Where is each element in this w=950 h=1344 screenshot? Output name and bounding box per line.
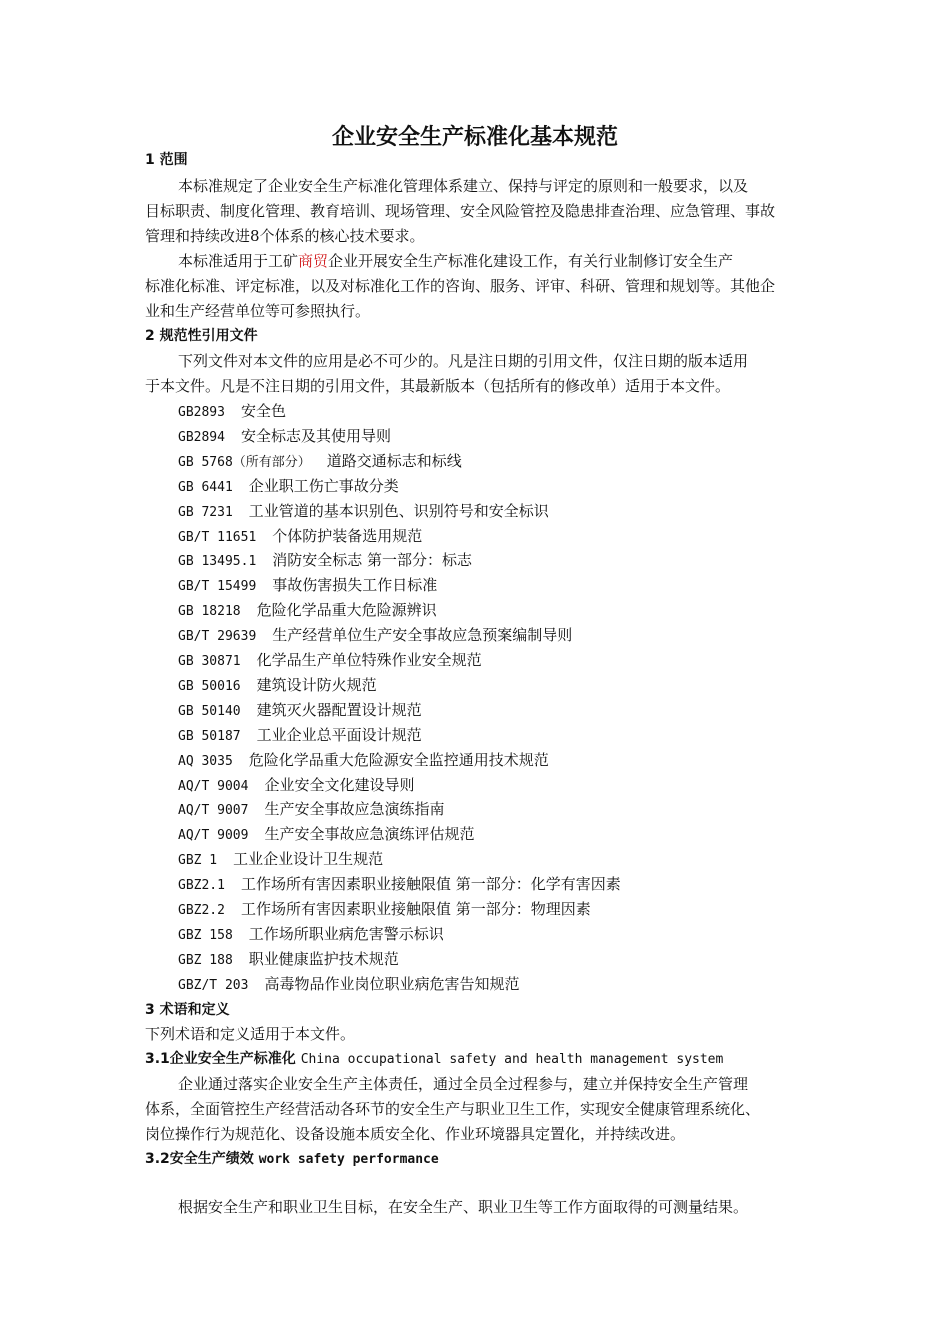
paragraph-line: 下列文件对本文件的应用是必不可少的。凡是注日期的引用文件，仅注日期的版本适用 bbox=[178, 352, 749, 370]
reference-item bbox=[178, 499, 549, 525]
document-title: 企业安全生产标准化基本规范 bbox=[331, 125, 618, 150]
reference-item bbox=[178, 723, 422, 749]
reference-item bbox=[178, 822, 474, 848]
reference-title: 企业安全文化建设导则 bbox=[264, 775, 415, 794]
paragraph-line: 业和生产经营单位等可参照执行。 bbox=[145, 302, 371, 320]
reference-title: 安全色 bbox=[240, 402, 286, 420]
reference-code: AQ/T 9007 bbox=[178, 803, 249, 819]
reference-item bbox=[178, 573, 437, 599]
paragraph-line: 岗位操作行为规范化、设备设施本质安全化、作业环境器具定置化，并持续改进。 bbox=[145, 1125, 686, 1143]
reference-title: 职业健康监护技术规范 bbox=[248, 949, 399, 968]
reference-item bbox=[178, 698, 422, 724]
reference-title: 生产安全事故应急演练评估规范 bbox=[264, 825, 475, 844]
reference-item bbox=[178, 847, 383, 873]
reference-item bbox=[178, 972, 519, 998]
reference-code: GBZ 1 bbox=[178, 853, 218, 869]
reference-title: 化学品生产单位特殊作业安全规范 bbox=[256, 651, 482, 669]
reference-code: AQ 3035 bbox=[178, 753, 233, 769]
section-2-heading: 2 规范性引用文件 bbox=[145, 328, 258, 344]
paragraph-line: 管理和持续改进8个体系的核心技术要求。 bbox=[145, 227, 425, 245]
reference-title: 生产安全事故应急演练指南 bbox=[264, 800, 445, 819]
reference-item bbox=[178, 399, 286, 425]
reference-code: GBZ/T 203 bbox=[178, 977, 249, 993]
paragraph-line: 目标职责、制度化管理、教育培训、现场管理、安全风险管控及隐患排查治理、应急管理、事故 bbox=[145, 202, 776, 220]
reference-item bbox=[178, 897, 591, 923]
paragraph-line bbox=[178, 249, 733, 274]
reference-title: 个体防护装备选用规范 bbox=[272, 526, 423, 545]
term-label: 3.1企业安全生产标准化 bbox=[145, 1051, 296, 1067]
reference-item bbox=[178, 947, 399, 973]
reference-item bbox=[178, 648, 482, 674]
reference-code: GB 50016 bbox=[178, 678, 241, 694]
reference-code: GB2894 bbox=[178, 429, 225, 445]
reference-item bbox=[178, 548, 472, 574]
text-span: 企业开展安全生产标准化建设工作，有关行业制修订安全生产 bbox=[328, 252, 734, 270]
paragraph-line: 根据安全生产和职业卫生目标，在安全生产、职业卫生等工作方面取得的可测量结果。 bbox=[178, 1198, 749, 1216]
reference-item bbox=[178, 598, 437, 624]
reference-item bbox=[178, 474, 399, 500]
paragraph-line: 企业通过落实企业安全生产主体责任，通过全员全过程参与，建立并保持安全生产管理 bbox=[178, 1075, 749, 1093]
reference-code: GBZ 188 bbox=[178, 952, 233, 968]
reference-code: GB2893 bbox=[178, 405, 225, 420]
section-3-heading: 3 术语和定义 bbox=[145, 1002, 230, 1018]
reference-title: 工业企业总平面设计规范 bbox=[256, 725, 422, 744]
reference-code: GB 30871 bbox=[178, 654, 241, 669]
reference-title: 工业企业设计卫生规范 bbox=[233, 850, 384, 869]
reference-title: 高毒物品作业岗位职业病危害告知规范 bbox=[264, 974, 520, 993]
reference-code: GBZ2.2 bbox=[178, 903, 225, 918]
reference-code: GB 13495.1 bbox=[178, 554, 257, 570]
paragraph-line: 标准化标准、评定标准，以及对标准化工作的咨询、服务、评审、科研、管理和规划等。其他企 bbox=[145, 277, 776, 295]
term-3-1-heading bbox=[145, 1047, 723, 1072]
paragraph-line: 体系，全面管控生产经营活动各环节的安全生产与职业卫生工作，实现安全健康管理系统化、 bbox=[145, 1100, 761, 1118]
reference-code: GB 50187 bbox=[178, 728, 241, 744]
reference-title: 工作场所有害因素职业接触限值 第一部分：物理因素 bbox=[240, 900, 591, 918]
reference-item bbox=[178, 449, 462, 475]
highlighted-text: 商贸 bbox=[298, 252, 329, 270]
text-span: 本标准适用于工矿 bbox=[178, 252, 299, 270]
reference-item bbox=[178, 922, 444, 948]
reference-code: AQ/T 9009 bbox=[178, 828, 249, 844]
reference-title: 生产经营单位生产安全事故应急预案编制导则 bbox=[272, 626, 573, 645]
reference-code: GB 7231 bbox=[178, 504, 233, 520]
reference-title: 危险化学品重大危险源安全监控通用技术规范 bbox=[248, 750, 549, 769]
reference-title: 建筑设计防火规范 bbox=[256, 675, 377, 694]
reference-code: AQ/T 9004 bbox=[178, 778, 249, 794]
paragraph-line: 本标准规定了企业安全生产标准化管理体系建立、保持与评定的原则和一般要求，以及 bbox=[178, 177, 749, 195]
reference-title: 消防安全标志 第一部分：标志 bbox=[272, 551, 473, 570]
reference-item bbox=[178, 872, 621, 898]
reference-code: GB 6441 bbox=[178, 479, 233, 495]
reference-code: GB 50140 bbox=[178, 703, 241, 719]
reference-title: 工作场所有害因素职业接触限值 第一部分：化学有害因素 bbox=[240, 875, 621, 894]
reference-item bbox=[178, 424, 391, 450]
section-1-heading: 1 范围 bbox=[145, 152, 188, 168]
reference-code: GBZ 158 bbox=[178, 927, 233, 943]
reference-code: GB/T 15499 bbox=[178, 579, 257, 595]
reference-code: GB/T 29639 bbox=[178, 629, 257, 645]
reference-code: GB 18218 bbox=[178, 604, 241, 620]
reference-title: 事故伤害损失工作日标准 bbox=[272, 576, 438, 595]
reference-title: 企业职工伤亡事故分类 bbox=[248, 476, 399, 495]
term-english: work safety performance bbox=[258, 1152, 439, 1167]
reference-title: 工业管道的基本识别色、识别符号和安全标识 bbox=[248, 501, 549, 520]
reference-title: 工作场所职业病危害警示标识 bbox=[248, 924, 444, 943]
term-english: China occupational safety and health management system bbox=[300, 1052, 724, 1067]
reference-code: GBZ2.1 bbox=[178, 878, 225, 894]
reference-item bbox=[178, 748, 549, 774]
reference-title: 道路交通标志和标线 bbox=[326, 451, 462, 470]
reference-title: 危险化学品重大危险源辨识 bbox=[256, 601, 437, 620]
paragraph-line: 下列术语和定义适用于本文件。 bbox=[145, 1025, 356, 1043]
term-3-2-heading bbox=[145, 1147, 439, 1172]
reference-item bbox=[178, 773, 414, 799]
reference-title: 安全标志及其使用导则 bbox=[240, 426, 391, 445]
reference-title: 建筑灭火器配置设计规范 bbox=[256, 700, 422, 719]
paragraph-line: 于本文件。凡是不注日期的引用文件，其最新版本（包括所有的修改单）适用于本文件。 bbox=[145, 377, 731, 395]
reference-code: GB/T 11651 bbox=[178, 529, 257, 545]
reference-item bbox=[178, 524, 422, 550]
reference-item bbox=[178, 797, 444, 823]
term-label: 3.2安全生产绩效 bbox=[145, 1151, 254, 1167]
reference-code: GB 5768（所有部分） bbox=[178, 454, 311, 470]
reference-item bbox=[178, 623, 572, 649]
reference-item bbox=[178, 673, 377, 699]
